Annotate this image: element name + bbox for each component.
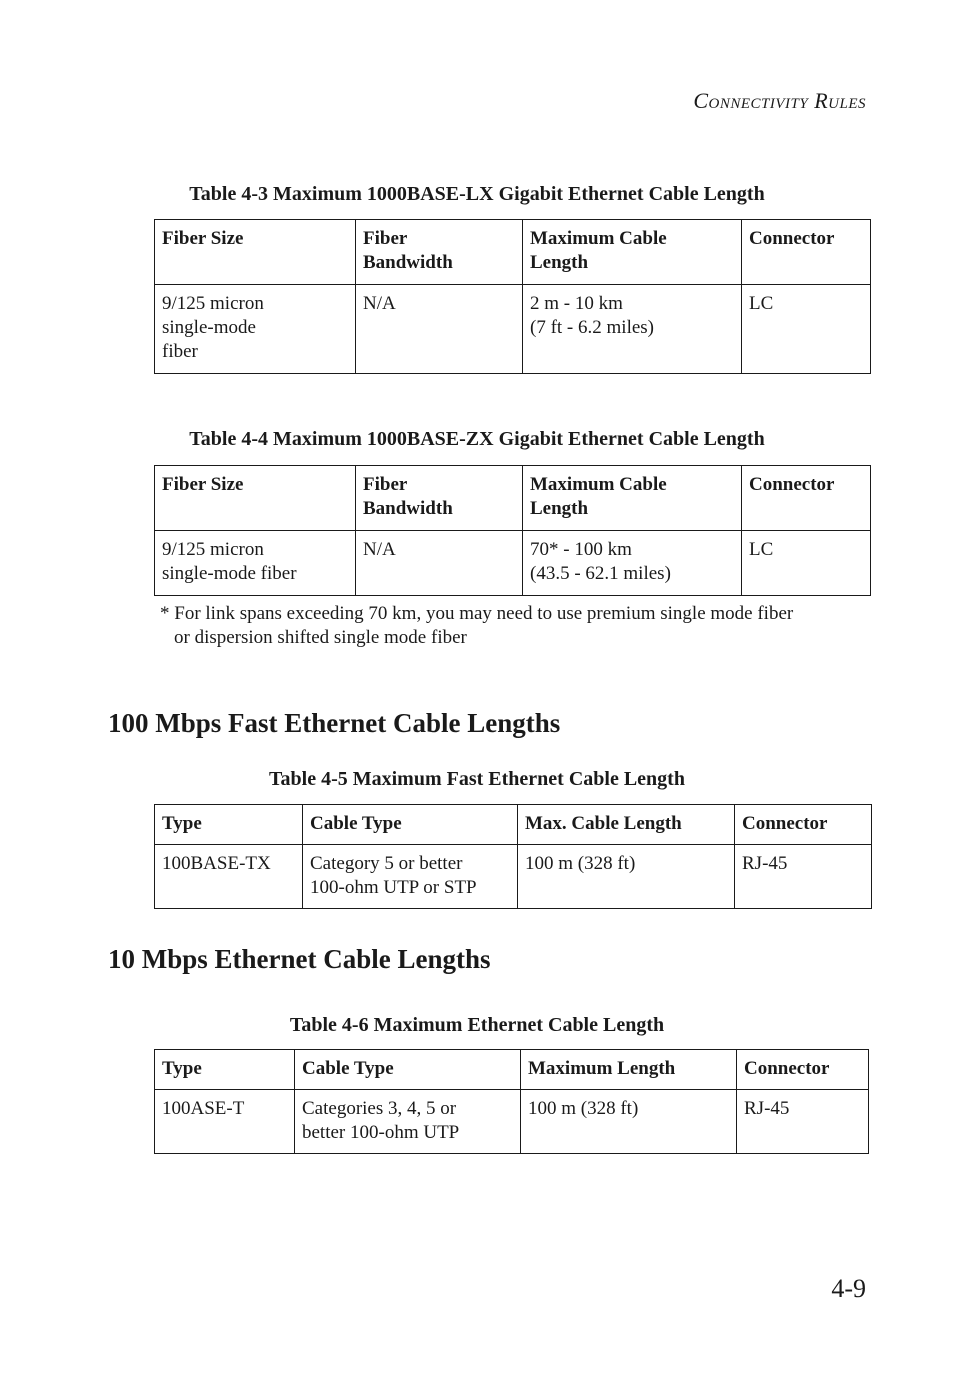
cell-text: 100ASE-T: [162, 1098, 245, 1119]
cell-text: LC: [749, 293, 774, 314]
column-header-text: Cable Type: [310, 813, 402, 834]
cell-text: Categories 3, 4, 5 or: [302, 1098, 457, 1119]
cell-text: single-mode: [162, 317, 256, 338]
column-header-text: Type: [162, 1058, 202, 1079]
cell-text: 9/125 micron: [162, 539, 264, 560]
table-caption: Table 4-5 Maximum Fast Ethernet Cable Length: [269, 768, 685, 790]
table-cell: [155, 845, 303, 909]
cell-text: fiber: [162, 341, 198, 362]
column-header-text: Bandwidth: [363, 252, 453, 273]
cell-text: 70* - 100 km: [530, 539, 632, 560]
column-header: [742, 466, 871, 531]
column-header: [521, 1050, 737, 1090]
column-header: [742, 220, 871, 285]
cell-text: LC: [749, 539, 774, 560]
table-cell: [155, 285, 356, 374]
table-cell: [356, 285, 523, 374]
column-header-text: Fiber Size: [162, 474, 244, 495]
cell-text: 100-ohm UTP or STP: [310, 877, 477, 898]
column-header: [155, 1050, 295, 1090]
cell-text: 9/125 micron: [162, 293, 264, 314]
column-header: [155, 220, 356, 285]
cell-text: 100BASE-TX: [162, 853, 271, 874]
column-header-text: Maximum Cable: [530, 474, 667, 495]
page-number: 4-9: [831, 1274, 866, 1303]
column-header-text: Bandwidth: [363, 498, 453, 519]
table-cell: [737, 1090, 869, 1154]
column-header-text: Connector: [749, 474, 835, 495]
section-heading: 100 Mbps Fast Ethernet Cable Lengths: [108, 708, 561, 738]
table-cell: [356, 531, 523, 596]
footnote-line: * For link spans exceeding 70 km, you may need to use premium single mode fiber: [160, 603, 794, 624]
column-header: [737, 1050, 869, 1090]
footnote-line: or dispersion shifted single mode fiber: [174, 627, 467, 648]
lx-cable-length-table: [154, 219, 871, 374]
fast-ethernet-table: [154, 804, 872, 909]
table-cell: [523, 531, 742, 596]
column-header-text: Connector: [742, 813, 828, 834]
cell-text: (43.5 - 62.1 miles): [530, 563, 671, 584]
column-header: [155, 466, 356, 531]
column-header: [523, 466, 742, 531]
cell-text: (7 ft - 6.2 miles): [530, 317, 655, 338]
column-header-text: Connector: [744, 1058, 830, 1079]
column-header: [155, 805, 303, 845]
table-row: [155, 285, 871, 374]
column-header-text: Length: [530, 498, 589, 519]
table-cell: [155, 531, 356, 596]
table-caption: Table 4-6 Maximum Ethernet Cable Length: [289, 1014, 665, 1036]
table-caption: Table 4-4 Maximum 1000BASE-ZX Gigabit Ethernet Cable Length: [189, 428, 765, 450]
table-caption: Table 4-3 Maximum 1000BASE-LX Gigabit Ethernet Cable Length: [189, 183, 765, 205]
column-header: [356, 466, 523, 531]
column-header: [518, 805, 735, 845]
table-row: [155, 845, 872, 909]
column-header-text: Fiber: [363, 474, 408, 495]
column-header-text: Fiber Size: [162, 228, 244, 249]
cell-text: N/A: [363, 539, 396, 560]
table-footnote: [160, 602, 880, 650]
cell-text: single-mode fiber: [162, 563, 297, 584]
column-header-text: Maximum Cable: [530, 228, 667, 249]
column-header-text: Cable Type: [302, 1058, 394, 1079]
table-row: [155, 1090, 869, 1154]
table-cell: [742, 531, 871, 596]
column-header-text: Length: [530, 252, 589, 273]
table-cell: [295, 1090, 521, 1154]
cell-text: RJ-45: [742, 853, 788, 874]
table-cell: [521, 1090, 737, 1154]
cell-text: 2 m - 10 km: [530, 293, 623, 314]
cell-text: 100 m (328 ft): [525, 853, 636, 874]
column-header-text: Maximum Length: [528, 1058, 676, 1079]
table-header-row: [155, 805, 872, 845]
table-header-row: [155, 1050, 869, 1090]
table-cell: [518, 845, 735, 909]
table-header-row: [155, 466, 871, 531]
table-cell: [155, 1090, 295, 1154]
cell-text: better 100-ohm UTP: [302, 1122, 460, 1143]
table-cell: [523, 285, 742, 374]
table-cell: [303, 845, 518, 909]
column-header-text: Fiber: [363, 228, 408, 249]
column-header: [735, 805, 872, 845]
column-header: [356, 220, 523, 285]
cell-text: RJ-45: [744, 1098, 790, 1119]
zx-cable-length-table: [154, 465, 871, 596]
column-header-text: Type: [162, 813, 202, 834]
column-header-text: Max. Cable Length: [525, 813, 682, 834]
table-row: [155, 531, 871, 596]
cell-text: 100 m (328 ft): [528, 1098, 639, 1119]
ethernet-table: [154, 1049, 869, 1154]
column-header-text: Connector: [749, 228, 835, 249]
table-cell: [735, 845, 872, 909]
column-header: [523, 220, 742, 285]
section-heading: 10 Mbps Ethernet Cable Lengths: [108, 944, 491, 974]
cell-text: Category 5 or better: [310, 853, 463, 874]
running-header: Connectivity Rules: [693, 88, 866, 113]
column-header: [295, 1050, 521, 1090]
table-cell: [742, 285, 871, 374]
column-header: [303, 805, 518, 845]
cell-text: N/A: [363, 293, 396, 314]
table-header-row: [155, 220, 871, 285]
